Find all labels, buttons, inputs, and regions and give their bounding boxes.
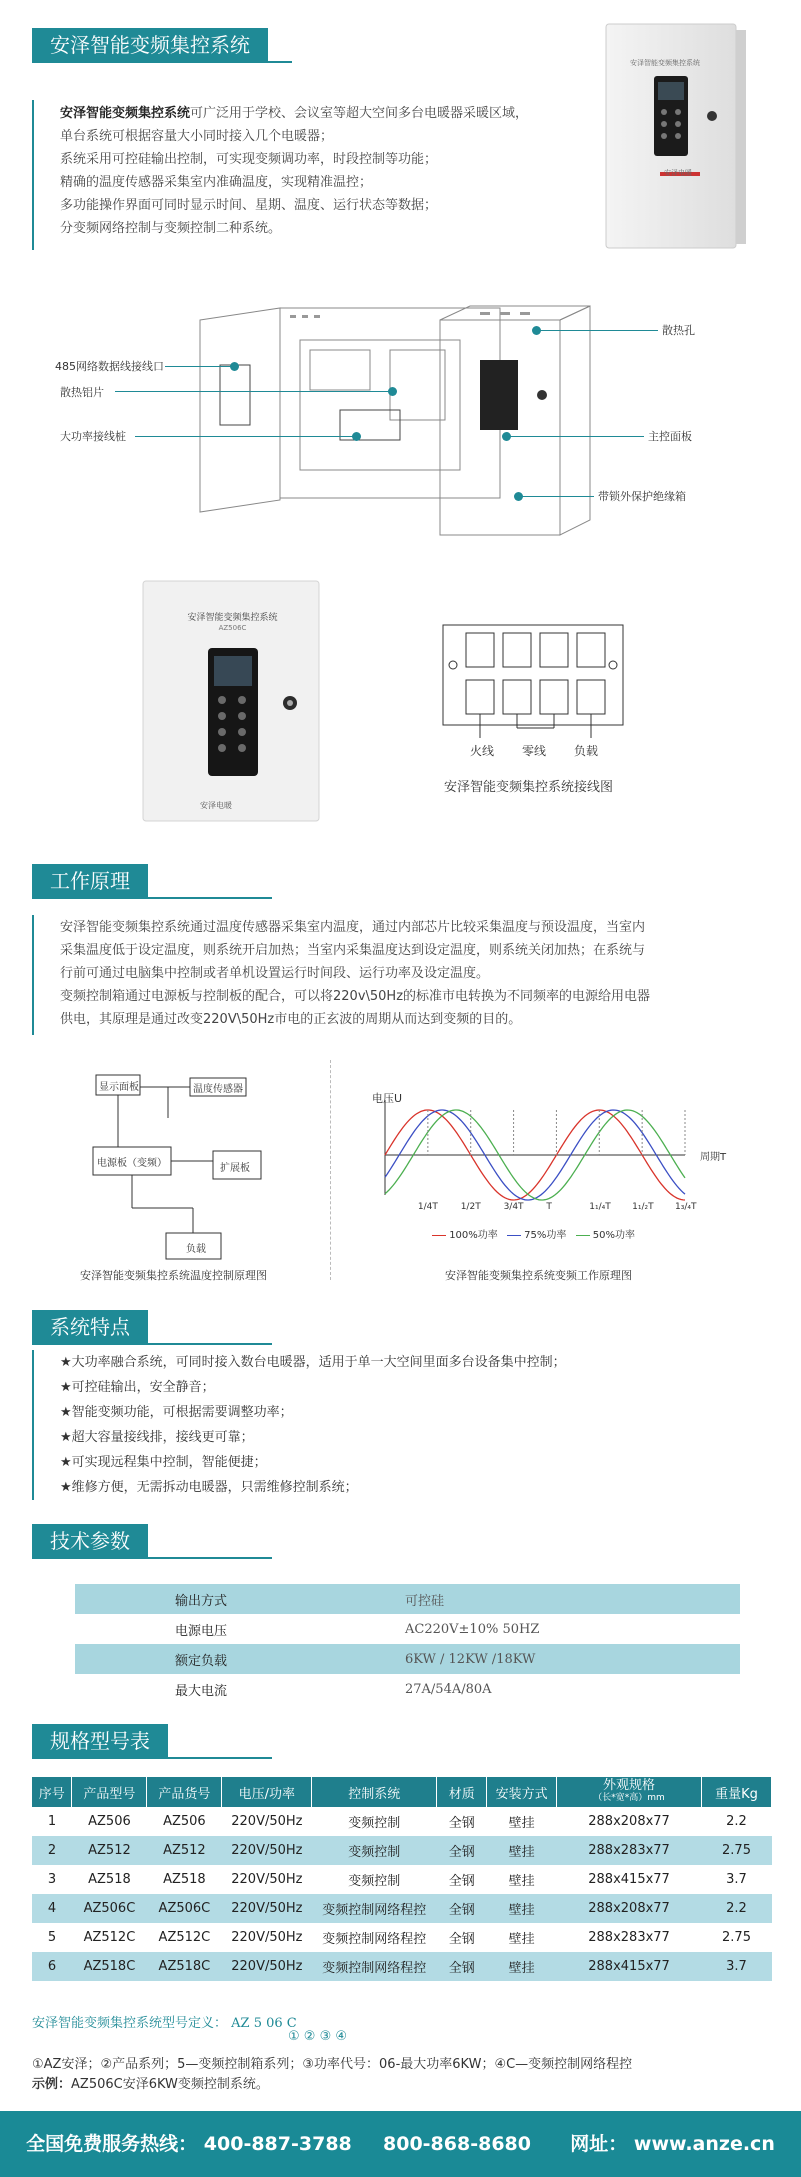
wave-caption: 安泽智能变频集控系统变频工作原理图 [445, 1269, 632, 1282]
spec-cell: 3.7 [702, 1952, 772, 1981]
product-box-image [600, 20, 750, 255]
section-underline [32, 1343, 272, 1345]
callout-vents: 散热孔 [662, 324, 695, 337]
params-row [75, 1674, 740, 1704]
principle-line: 变频控制箱通过电源板与控制板的配合，可以将220v\50Hz的标准市电转换为不同频率的电源给用电器 [60, 989, 651, 1004]
spec-header: 安装方式 [487, 1777, 557, 1807]
wave-tick-label: 1₁/₂T [632, 1202, 654, 1212]
spec-cell: 288x208x77 [557, 1894, 702, 1923]
spec-cell: AZ518 [147, 1865, 222, 1894]
example-text: AZ506C安泽6KW变频控制系统。 [71, 2077, 269, 2092]
principle-side-bar [32, 915, 34, 1035]
section-underline [32, 1557, 272, 1559]
block-display: 显示面板 [99, 1082, 139, 1093]
spec-header: 产品型号 [72, 1777, 147, 1807]
legend-75: 75%功率 [524, 1230, 567, 1241]
spec-cell: 壁挂 [487, 1865, 557, 1894]
model-def-nums: ① ② ③ ④ [288, 2029, 348, 2044]
hotline-2[interactable]: 800-868-8680 [383, 2133, 531, 2155]
params-row [75, 1644, 740, 1674]
spec-cell: 220V/50Hz [222, 1836, 312, 1865]
spec-cell: AZ506 [72, 1807, 147, 1836]
spec-cell: 3.7 [702, 1865, 772, 1894]
param-key: 电源电压 [75, 1614, 405, 1644]
spec-cell: 全钢 [437, 1894, 487, 1923]
spec-cell: AZ512 [72, 1836, 147, 1865]
spec-cell: 220V/50Hz [222, 1807, 312, 1836]
intro-line: 系统采用可控硅输出控制，可实现变频调功率，时段控制等功能； [60, 152, 438, 167]
spec-cell: 全钢 [437, 1807, 487, 1836]
section-title-spec: 规格型号表 [32, 1724, 168, 1758]
spec-cell: 变频控制网络程控 [312, 1923, 437, 1952]
principle-text [60, 916, 760, 1031]
params-row [75, 1584, 740, 1614]
device-title: 安泽智能变频集控系统 [187, 613, 278, 623]
wiring-label-neutral: 零线 [522, 744, 547, 758]
callout-line [135, 436, 355, 437]
spec-row [32, 1923, 772, 1952]
section-underline [32, 897, 272, 899]
principle-line: 行前可通过电脑集中控制或者单机设置运行时间段、运行功率及设定温度。 [60, 966, 490, 981]
callout-485-port: 485网络数据线接线口 [55, 360, 164, 373]
spec-cell: 4 [32, 1894, 72, 1923]
features-list [60, 1350, 760, 1500]
intro-line: 精确的温度传感器采集室内准确温度，实现精准温控； [60, 175, 373, 190]
principle-line: 采集温度低于设定温度，则系统开启加热；当室内采集温度达到设定温度，则系统关闭加热；在系统与 [60, 943, 646, 958]
spec-cell: 5 [32, 1923, 72, 1952]
section-underline [32, 61, 292, 63]
device-model: AZ506C [218, 624, 247, 632]
spec-cell: AZ512 [147, 1836, 222, 1865]
callout-dot [514, 492, 523, 501]
feature-item: ★超大容量接线排，接线更可靠； [60, 1430, 254, 1445]
intro-line: 单台系统可根据容量大小同时接入几个电暖器； [60, 129, 334, 144]
intro-line: 分变频网络控制与变频控制二种系统。 [60, 221, 282, 236]
wiring-caption: 安泽智能变频集控系统接线图 [444, 780, 614, 795]
spec-header: 材质 [437, 1777, 487, 1807]
spec-cell: 壁挂 [487, 1952, 557, 1981]
model-def-label: 安泽智能变频集控系统型号定义： [32, 2016, 228, 2031]
callout-line [165, 366, 235, 367]
callout-line [510, 436, 644, 437]
spec-cell: 变频控制 [312, 1865, 437, 1894]
intro-line: 可广泛用于学校、会议室等超大空间多台电暖器采暖区域， [190, 106, 529, 121]
spec-cell: AZ512C [147, 1923, 222, 1952]
spec-header: 产品货号 [147, 1777, 222, 1807]
site-label: 网址： [570, 2133, 628, 2155]
spec-cell: 3 [32, 1865, 72, 1894]
wave-legend [432, 1226, 635, 1241]
feature-item: ★维修方便，无需拆动电暖器，只需维修控制系统； [60, 1480, 358, 1495]
block-ext: 扩展板 [220, 1163, 250, 1174]
spec-cell: 全钢 [437, 1836, 487, 1865]
section-title-principle: 工作原理 [32, 864, 148, 898]
block-power: 电源板（变频） [97, 1158, 167, 1169]
feature-item: ★可控硅输出，安全静音； [60, 1380, 215, 1395]
wave-tick-label: T [546, 1202, 552, 1212]
spec-row [32, 1952, 772, 1981]
spec-cell: 变频控制网络程控 [312, 1894, 437, 1923]
spec-cell: 变频控制网络程控 [312, 1952, 437, 1981]
principle-line: 安泽智能变频集控系统通过温度传感器采集室内温度，通过内部芯片比较采集温度与预设温度，当室内 [60, 920, 646, 935]
spec-row [32, 1894, 772, 1923]
hotline-label: 全国免费服务热线： [26, 2133, 198, 2155]
spec-cell: 288x415x77 [557, 1952, 702, 1981]
hotline-1[interactable]: 400-887-3788 [203, 2133, 352, 2155]
intro-text [60, 102, 620, 240]
wave-xlabel: 周期T [700, 1152, 727, 1163]
model-def-explain: ①AZ安泽；②产品系列；5—变频控制箱系列；③功率代号：06-最大功率6KW；④C—变频控制网络程控 [32, 2057, 633, 2072]
spec-cell: 220V/50Hz [222, 1923, 312, 1952]
spec-table [32, 1777, 772, 1981]
param-value: 27A/54A/80A [405, 1674, 740, 1704]
intro-bold: 安泽智能变频集控系统 [60, 106, 191, 121]
feature-item: ★大功率融合系统，可同时接入数台电暖器，适用于单一大空间里面多台设备集中控制； [60, 1355, 566, 1370]
wave-ylabel: 电压U [372, 1092, 403, 1105]
example-label: 示例： [32, 2077, 72, 2092]
box-brand: 安泽电暖 [664, 169, 692, 177]
param-value: 可控硅 [405, 1584, 740, 1614]
spec-header: 控制系统 [312, 1777, 437, 1807]
callout-lock-box: 带锁外保护绝缘箱 [598, 490, 686, 503]
spec-row [32, 1807, 772, 1836]
callout-line [522, 496, 594, 497]
spec-cell: AZ512C [72, 1923, 147, 1952]
site-link[interactable]: www.anze.cn [633, 2133, 775, 2155]
wiring-label-live: 火线 [470, 744, 495, 758]
spec-cell: 全钢 [437, 1865, 487, 1894]
section-title-features: 系统特点 [32, 1310, 148, 1344]
spec-cell: 220V/50Hz [222, 1865, 312, 1894]
params-row [75, 1614, 740, 1644]
param-key: 最大电流 [75, 1674, 405, 1704]
wave-tick-label: 1/2T [460, 1202, 481, 1212]
spec-cell: 288x208x77 [557, 1807, 702, 1836]
feature-item: ★可实现远程集中控制，智能便捷； [60, 1455, 267, 1470]
spec-cell: 变频控制 [312, 1836, 437, 1865]
spec-header: 电压/功率 [222, 1777, 312, 1807]
spec-cell: 壁挂 [487, 1923, 557, 1952]
callout-line [115, 391, 390, 392]
feature-item: ★智能变频功能，可根据需要调整功率； [60, 1405, 293, 1420]
spec-cell: AZ518C [147, 1952, 222, 1981]
wave-tick-label: 1₁/₄T [589, 1202, 611, 1212]
spec-cell: 2 [32, 1836, 72, 1865]
section-title-intro: 安泽智能变频集控系统 [32, 28, 268, 62]
spec-cell: 288x283x77 [557, 1836, 702, 1865]
spec-cell: AZ506C [72, 1894, 147, 1923]
callout-dot [388, 387, 397, 396]
intro-side-bar [32, 100, 34, 250]
spec-header-size [557, 1777, 702, 1807]
wiring-label-load: 负载 [574, 744, 599, 758]
model-def-code: AZ 5 06 C [231, 2016, 297, 2031]
box-panel-title: 安泽智能变频集控系统 [630, 59, 700, 67]
spec-cell: 全钢 [437, 1923, 487, 1952]
spec-cell: AZ518 [72, 1865, 147, 1894]
wave-tick-label: 1/4T [417, 1202, 438, 1212]
spec-cell: AZ518C [72, 1952, 147, 1981]
spec-cell: 2.2 [702, 1894, 772, 1923]
model-def-example [32, 2073, 269, 2092]
spec-cell: AZ506 [147, 1807, 222, 1836]
param-key: 额定负载 [75, 1644, 405, 1674]
spec-header: 序号 [32, 1777, 72, 1807]
spec-row [32, 1865, 772, 1894]
callout-terminal: 大功率接线桩 [60, 430, 126, 443]
spec-cell: 1 [32, 1807, 72, 1836]
legend-100: 100%功率 [449, 1230, 498, 1241]
callout-dot [230, 362, 239, 371]
spec-header-row [32, 1777, 772, 1807]
spec-cell: 2.75 [702, 1923, 772, 1952]
callout-heatsink: 散热铝片 [60, 386, 104, 399]
diagram-divider [330, 1060, 331, 1280]
spec-cell: 壁挂 [487, 1836, 557, 1865]
param-key: 输出方式 [75, 1584, 405, 1614]
param-value: 6KW / 12KW /18KW [405, 1644, 740, 1674]
params-table [75, 1584, 740, 1704]
wave-tick-label: 3/4T [503, 1202, 524, 1212]
section-underline [32, 1757, 272, 1759]
callout-dot [502, 432, 511, 441]
param-value: AC220V±10% 50HZ [405, 1614, 740, 1644]
section-title-params: 技术参数 [32, 1524, 148, 1558]
block-caption: 安泽智能变频集控系统温度控制原理图 [80, 1269, 267, 1282]
legend-50: 50%功率 [592, 1230, 635, 1241]
spec-cell: 220V/50Hz [222, 1952, 312, 1981]
spec-cell: 壁挂 [487, 1894, 557, 1923]
spec-row [32, 1836, 772, 1865]
spec-cell: 288x283x77 [557, 1923, 702, 1952]
block-sensor: 温度传感器 [193, 1084, 243, 1095]
spec-cell: 壁挂 [487, 1807, 557, 1836]
principle-line: 供电，其原理是通过改变220V\50Hz市电的正玄波的周期从而达到变频的目的。 [60, 1012, 522, 1027]
spec-cell: 288x415x77 [557, 1865, 702, 1894]
spec-cell: 220V/50Hz [222, 1894, 312, 1923]
intro-line: 多功能操作界面可同时显示时间、星期、温度、运行状态等数据； [60, 198, 438, 213]
wave-tick-label: 1₃/₄T [675, 1202, 697, 1212]
spec-cell: AZ506C [147, 1894, 222, 1923]
spec-header-sub: （长*宽*高）mm [593, 1793, 665, 1803]
callout-line [540, 330, 658, 331]
spec-header: 重量Kg [702, 1777, 772, 1807]
callout-main-panel: 主控面板 [648, 430, 692, 443]
callout-dot [352, 432, 361, 441]
spec-cell: 全钢 [437, 1952, 487, 1981]
model-def [32, 2012, 297, 2031]
spec-cell: 变频控制 [312, 1807, 437, 1836]
spec-cell: 6 [32, 1952, 72, 1981]
features-side-bar [32, 1350, 34, 1500]
exploded-diagram [190, 300, 620, 540]
block-load: 负载 [186, 1244, 206, 1255]
callout-dot [532, 326, 541, 335]
footer-bar [0, 2111, 801, 2177]
spec-cell: 2.75 [702, 1836, 772, 1865]
device-brand: 安泽电暖 [200, 801, 232, 810]
spec-cell: 2.2 [702, 1807, 772, 1836]
spec-header: 外观规格 [603, 1778, 656, 1793]
